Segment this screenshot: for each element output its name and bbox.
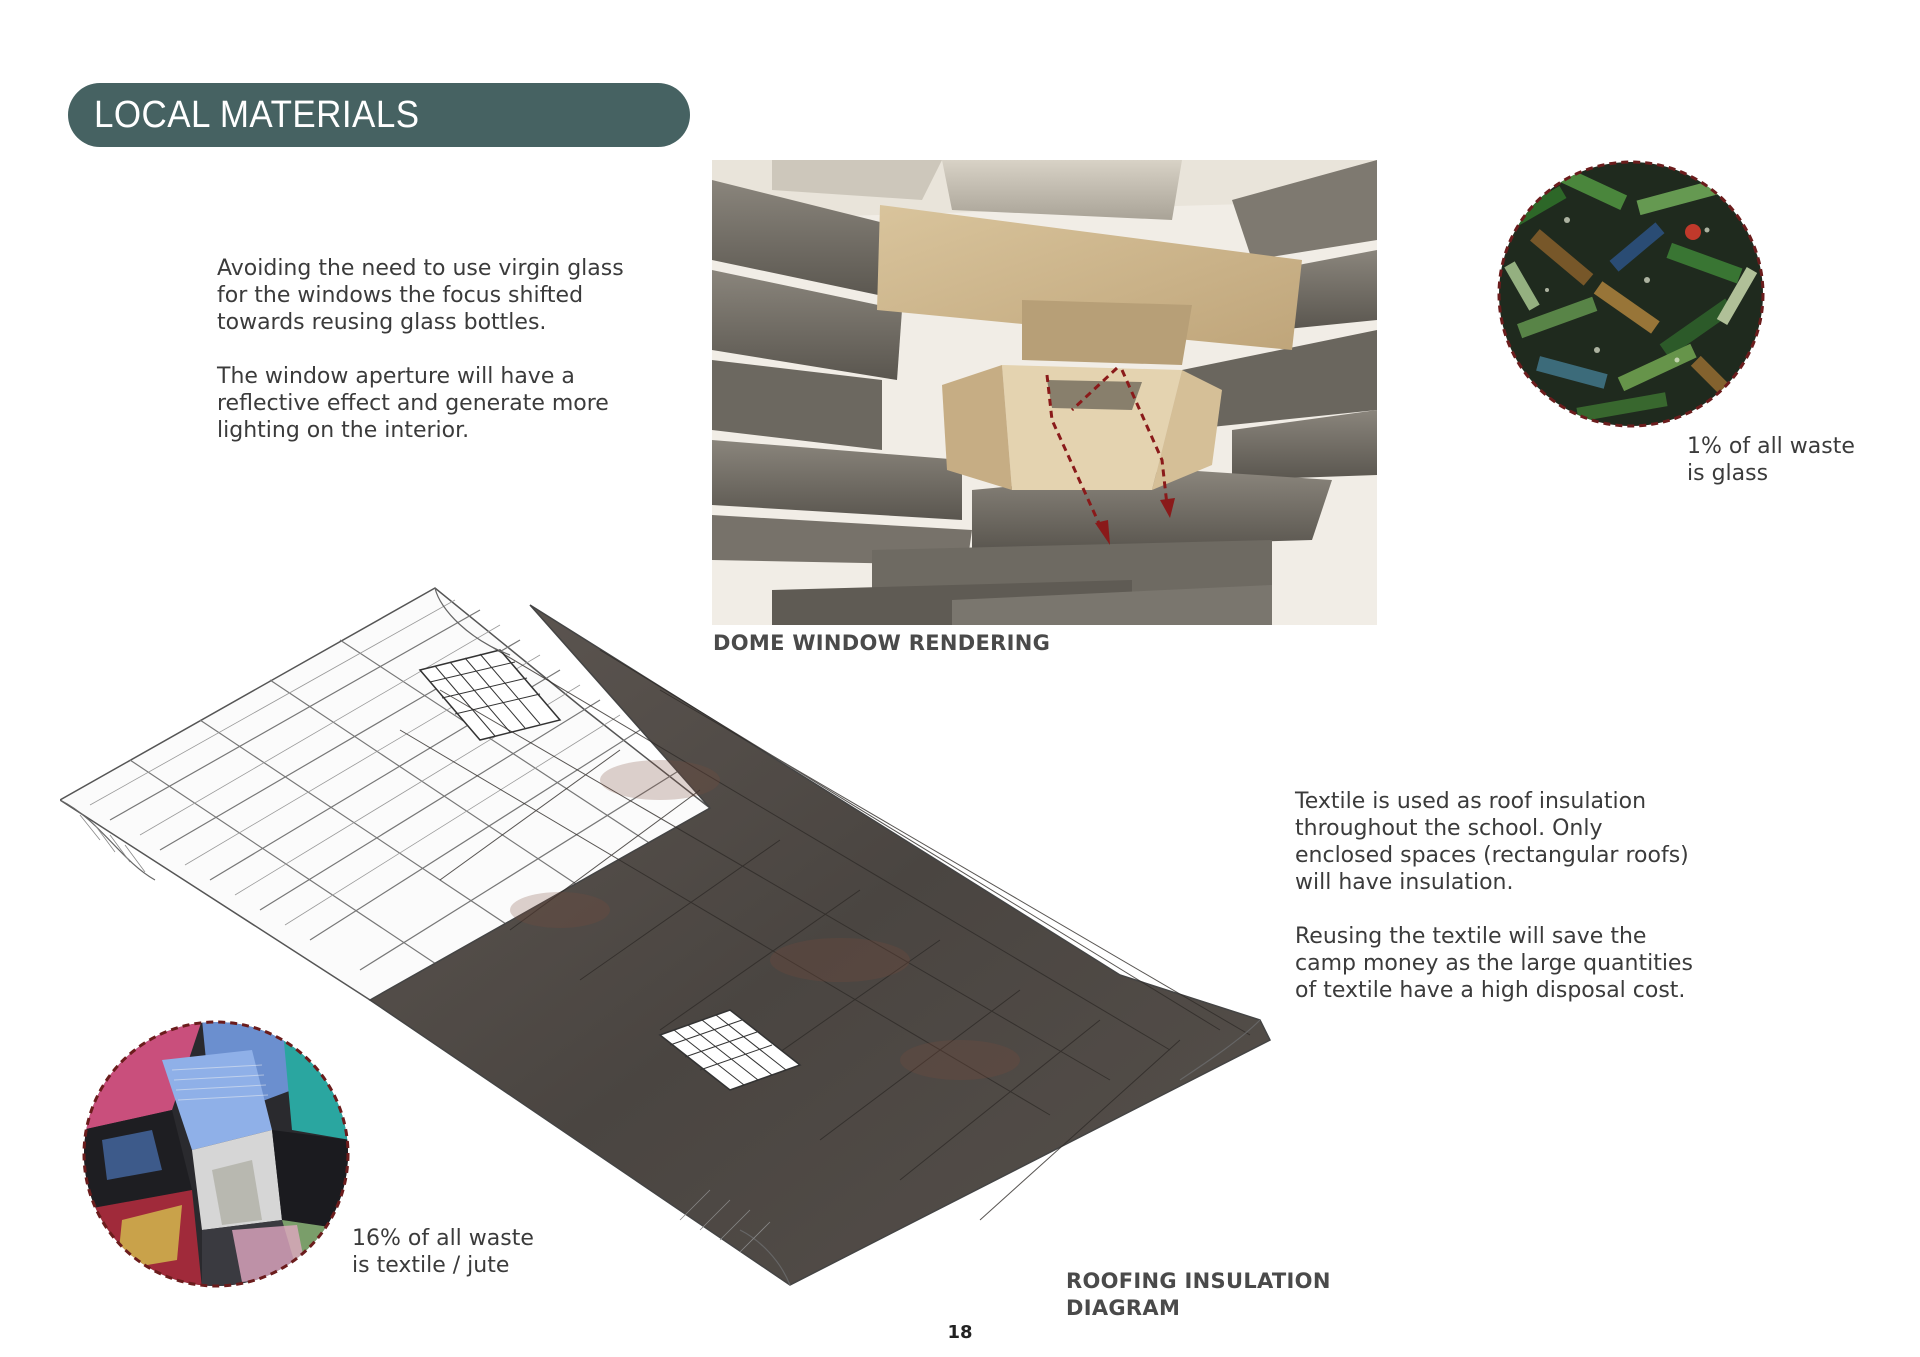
- textile-waste-stat: 16% of all waste is textile / jute: [352, 1226, 534, 1278]
- glass-bottles-photo: [1497, 160, 1765, 428]
- dome-window-rendering: [712, 160, 1377, 625]
- page-number: 18: [947, 1322, 973, 1343]
- dome-window-caption: DOME WINDOW RENDERING: [713, 631, 1051, 655]
- roof-diagram-caption-block: [1066, 1268, 1331, 1322]
- textile-paragraph-2: Reusing the textile will save the camp money as the large quantities of textile have a high disposal cost.: [1295, 924, 1693, 1003]
- glass-paragraph-1: Avoiding the need to use virgin glass for the windows the focus shifted towards reusing glass bottles.: [217, 256, 624, 335]
- textile-stat-block: [352, 1225, 534, 1279]
- glass-text-block: [217, 255, 677, 444]
- roof-diagram-caption: ROOFING INSULATION DIAGRAM: [1066, 1269, 1331, 1320]
- textile-scraps-photo: [82, 1020, 350, 1288]
- textile-text-block: [1295, 788, 1755, 1004]
- section-title: LOCAL MATERIALS: [94, 93, 420, 136]
- glass-paragraph-2: The window aperture will have a reflective effect and generate more lighting on the interior.: [217, 364, 609, 443]
- textile-paragraph-1: Textile is used as roof insulation throughout the school. Only enclosed spaces (rectangular roofs) will have insulation.: [1295, 789, 1689, 895]
- glass-stat-block: [1687, 433, 1855, 487]
- glass-waste-stat: 1% of all waste is glass: [1687, 434, 1855, 486]
- section-title-pill: [68, 83, 690, 147]
